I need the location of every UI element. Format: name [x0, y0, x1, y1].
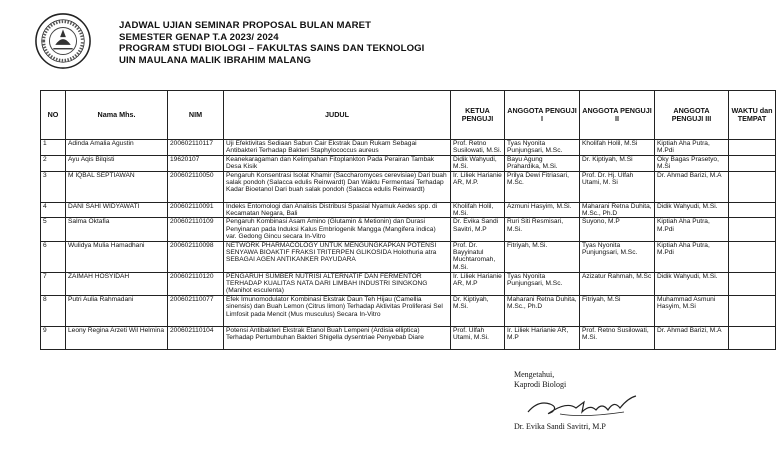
- cell-judul: Pengaruh Kombinasi Asam Amino (Glutamin & Metionin) dan Durasi Penyinaran pada Induksi Kalus Embriogenik Mangga (Mangifera indica) var. Gedong Gincu secara In-Vitro: [224, 218, 451, 241]
- cell-a3: Muhammad Asmuni Hasyim, M.Si: [655, 295, 729, 326]
- cell-a1: Bayu Agung Prahardika, M.Si.: [505, 155, 580, 171]
- cell-no: 9: [41, 326, 66, 349]
- cell-a1: Prilya Dewi Fitriasari, M.Sc.: [505, 171, 580, 202]
- cell-waktu: [729, 202, 776, 218]
- table-row: [41, 295, 776, 326]
- cell-a3: Oky Bagas Prasetyo, M.Si: [655, 155, 729, 171]
- cell-waktu: [729, 155, 776, 171]
- cell-waktu: [729, 218, 776, 241]
- table-row: [41, 171, 776, 202]
- cell-nim: 200602110077: [168, 295, 224, 326]
- cell-a3: Didik Wahyudi, M.Si.: [655, 272, 729, 295]
- col-header: NIM: [168, 91, 224, 140]
- cell-a1: Maharani Retna Duhita, M.Sc., Ph.D: [505, 295, 580, 326]
- cell-nama: Leony Regina Arzeti Wil Helmina: [66, 326, 168, 349]
- cell-nim: 200602110091: [168, 202, 224, 218]
- cell-judul: Indeks Entomologi dan Analisis Distribusi Spasial Nyamuk Aedes spp. di Kecamatan Negara, Bali: [224, 202, 451, 218]
- cell-a3: Dr. Ahmad Barizi, M.A: [655, 326, 729, 349]
- cell-ketua: Kholifah Holil, M.Si.: [451, 202, 505, 218]
- signature-role: Kaprodi Biologi: [514, 380, 567, 389]
- table-row: [41, 218, 776, 241]
- col-header: JUDUL: [224, 91, 451, 140]
- table-row: [41, 326, 776, 349]
- cell-a2: Fitriyah, M.Si: [580, 295, 655, 326]
- cell-a1: Azmuni Hasyim, M.Si.: [505, 202, 580, 218]
- cell-judul: Efek Imunomodulator Kombinasi Ekstrak Daun Teh Hijau (Camellia sinensis) dan Buah Lemon (Citrus limon) Terhadap Aktivitas Proliferasi Sel Limfosit pada Mencit (Mus musculus) Secara In-Vitro: [224, 295, 451, 326]
- cell-a2: Dr. Kiptiyah, M.Si: [580, 155, 655, 171]
- cell-waktu: [729, 326, 776, 349]
- cell-ketua: Ir. Liliek Harianie AR, M.P.: [451, 171, 505, 202]
- cell-waktu: [729, 171, 776, 202]
- cell-a2: Tyas Nyonita Punjungsari, M.Sc.: [580, 241, 655, 272]
- cell-no: 1: [41, 140, 66, 156]
- cell-no: 3: [41, 171, 66, 202]
- cell-a3: Didik Wahyudi, M.Si.: [655, 202, 729, 218]
- schedule-table: [40, 90, 776, 350]
- cell-judul: Keanekaragaman dan Kelimpahan Fitoplankton Pada Perairan Tambak Desa Kisik: [224, 155, 451, 171]
- cell-a3: Kiptiah Aha Putra, M.Pdi: [655, 218, 729, 241]
- cell-no: 6: [41, 241, 66, 272]
- cell-a1: Fitriyah, M.Si.: [505, 241, 580, 272]
- document-header: [119, 20, 424, 66]
- cell-no: 2: [41, 155, 66, 171]
- col-header: KETUA PENGUJI: [451, 91, 505, 140]
- cell-a1: Tyas Nyonita Punjungsari, M.Sc.: [505, 140, 580, 156]
- cell-ketua: Prof. Ulfah Utami, M.Si.: [451, 326, 505, 349]
- table-row: [41, 155, 776, 171]
- cell-ketua: Ir. Liliek Harianie AR, M.P: [451, 272, 505, 295]
- cell-nama: Putri Aulia Rahmadani: [66, 295, 168, 326]
- cell-ketua: Dr. Kiptiyah, M.Si.: [451, 295, 505, 326]
- cell-nama: Ayu Aqis Bilqisti: [66, 155, 168, 171]
- cell-a1: Ir. Liliek Harianie AR, M.P: [505, 326, 580, 349]
- cell-judul: Uji Efektivitas Sediaan Sabun Cair Ekstrak Daun Rukam Sebagai Antibakteri Terhadap Bakteri Staphylococcus aureus: [224, 140, 451, 156]
- table-row: [41, 202, 776, 218]
- university-seal-icon: [34, 12, 92, 70]
- header-university: UIN MAULANA MALIK IBRAHIM MALANG: [119, 54, 312, 66]
- cell-nama: Adinda Amalia Agustin: [66, 140, 168, 156]
- table-row: [41, 140, 776, 156]
- col-header: NO: [41, 91, 66, 140]
- signature-block: [514, 370, 644, 432]
- table-header-row: [41, 91, 776, 140]
- cell-a2: Prof. Dr. Hj. Ulfah Utami, M. Si: [580, 171, 655, 202]
- cell-waktu: [729, 140, 776, 156]
- cell-nim: 200602110120: [168, 272, 224, 295]
- cell-nim: 19620107: [168, 155, 224, 171]
- col-header: ANGGOTA PENGUJI III: [655, 91, 729, 140]
- header-program: PROGRAM STUDI BIOLOGI – FAKULTAS SAINS DAN TEKNOLOGI: [119, 43, 425, 55]
- cell-nim: 200602110098: [168, 241, 224, 272]
- table-row: [41, 241, 776, 272]
- table-row: [41, 272, 776, 295]
- cell-judul: Pengaruh Konsentrasi Isolat Khamir (Saccharomyces cerevisiae) Dari buah salak pondoh (Salacca edulis Reinwardt) Dan Waktu Fermentasi Terhadap Kadar Bioetanol Dari buah salak pondoh (Salacca edulis Reinwardt): [224, 171, 451, 202]
- table-body: [41, 140, 776, 350]
- cell-ketua: Prof. Dr. Bayyinatul Muchtaromah, M.Si.: [451, 241, 505, 272]
- signature-name: Dr. Evika Sandi Savitri, M.P: [514, 422, 606, 431]
- cell-a1: Tyas Nyonita Punjungsari, M.Sc.: [505, 272, 580, 295]
- cell-ketua: Didik Wahyudi, M.Si.: [451, 155, 505, 171]
- header-title: JADWAL UJIAN SEMINAR PROPOSAL BULAN MARET: [119, 20, 372, 31]
- cell-nama: Salma Oktafia: [66, 218, 168, 241]
- cell-a3: Dr. Ahmad Barizi, M.A: [655, 171, 729, 202]
- cell-nama: ZAIMAH HOSYIDAH: [66, 272, 168, 295]
- cell-waktu: [729, 241, 776, 272]
- cell-nama: M IQBAL SEPTIAWAN: [66, 171, 168, 202]
- cell-waktu: [729, 272, 776, 295]
- cell-waktu: [729, 295, 776, 326]
- signature-acknowledged: Mengetahui,: [514, 370, 555, 379]
- cell-ketua: Dr. Evika Sandi Savitri, M.P: [451, 218, 505, 241]
- cell-ketua: Prof. Retno Susilowati, M.Si.: [451, 140, 505, 156]
- cell-no: 7: [41, 272, 66, 295]
- cell-a2: Maharani Retna Duhita, M.Sc., Ph.D: [580, 202, 655, 218]
- cell-judul: PENGARUH SUMBER NUTRISI ALTERNATIF DAN FERMENTOR TERHADAP KUALITAS NATA DARI LIMBAH INDUSTRI SINGKONG (Manihot esculenta): [224, 272, 451, 295]
- cell-a2: Kholifah Holil, M.Si: [580, 140, 655, 156]
- cell-judul: NETWORK PHARMACOLOGY UNTUK MENGUNGKAPKAN POTENSI SENYAWA BIOAKTIF FRAKSI TRITERPEN GLIKOSIDA Holothuria atra SEBAGAI AGEN ANTIKANKER PAYUDARA: [224, 241, 451, 272]
- cell-no: 8: [41, 295, 66, 326]
- cell-nim: 200602110050: [168, 171, 224, 202]
- col-header: WAKTU dan TEMPAT: [729, 91, 776, 140]
- cell-no: 5: [41, 218, 66, 241]
- cell-judul: Potensi Antibakteri Ekstrak Etanol Buah Lempeni (Ardisia elliptica) Terhadap Pertumbuhan Bakteri Shigella dysentriae Penyebab Diare: [224, 326, 451, 349]
- cell-no: 4: [41, 202, 66, 218]
- cell-a1: Ruri Siti Resmisari, M.Si.: [505, 218, 580, 241]
- handwritten-signature-icon: [524, 392, 644, 420]
- cell-nim: 200602110104: [168, 326, 224, 349]
- cell-a3: Kiptiah Aha Putra, M.Pdi: [655, 241, 729, 272]
- col-header: ANGGOTA PENGUJI II: [580, 91, 655, 140]
- col-header: ANGGOTA PENGUJI I: [505, 91, 580, 140]
- cell-a2: Suyono, M.P: [580, 218, 655, 241]
- cell-a2: Azizatur Rahmah, M.Sc: [580, 272, 655, 295]
- cell-nama: Wulidya Mulia Hamadhani: [66, 241, 168, 272]
- cell-nim: 200602110117: [168, 140, 224, 156]
- header-semester: SEMESTER GENAP T.A 2023/ 2024: [119, 31, 279, 43]
- cell-nama: DANI SAHI WIDYAWATI: [66, 202, 168, 218]
- cell-a2: Prof. Retno Susilowati, M.Si.: [580, 326, 655, 349]
- cell-nim: 200602110109: [168, 218, 224, 241]
- col-header: Nama Mhs.: [66, 91, 168, 140]
- cell-a3: Kiptiah Aha Putra, M.Pdi: [655, 140, 729, 156]
